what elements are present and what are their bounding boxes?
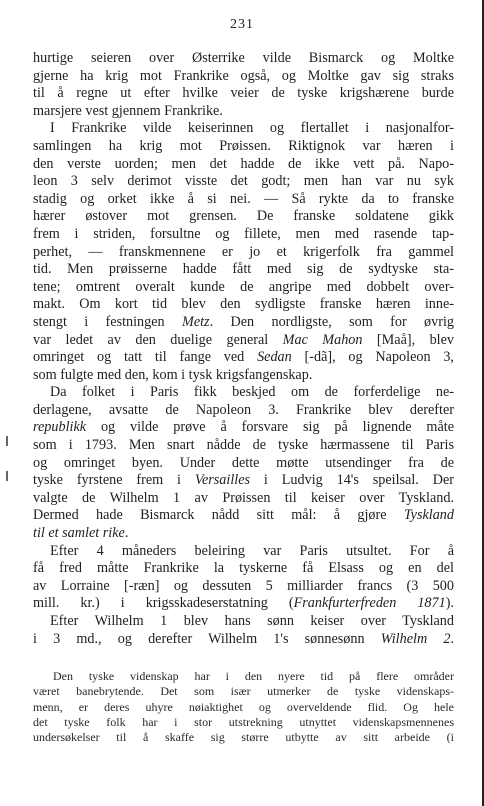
text-line: Dermed hade Bismarck nådd sitt mål: å gjøre Tyskland <box>33 507 454 524</box>
text-line: til å regne ut efter hvilke veier de tyske krigshærene burde <box>33 85 454 102</box>
text-line: stengt i festningen Metz. Den nordligste, som for øvrig <box>33 313 454 330</box>
text-line: perhet, — franskmennene er jo et krigerfolk fra gammel <box>33 243 454 260</box>
scan-mark <box>6 471 8 481</box>
text-line: hurtige seieren over Østerrike vilde Bismarck og Moltke <box>33 50 454 66</box>
text-line: marsjere vest gjennem Frankrike. <box>33 102 223 119</box>
text-line: makt. Om kort tid blev den sydligste franske hæren inne- <box>33 296 454 313</box>
text-line: tene; omtrent overalt kunde de angripe med dobbelt over- <box>33 278 454 295</box>
text-line: derlagene, avsatte de Napoleon 3. Frankrike blev derefter <box>33 401 454 418</box>
text-line: var ledet av den duelige general Mac Mahon [Maå], blev <box>33 331 454 348</box>
page-number: 231 <box>230 17 254 32</box>
text-line: i 3 md., og derefter Wilhelm 1's sønnesønn Wilhelm 2. <box>33 630 454 647</box>
footnote-line: Den tyske videnskap har i den nyere tid på flere områder <box>53 669 454 683</box>
text-line: som i 1793. Men snart nådde de tyske hærmassene til Paris <box>33 437 454 454</box>
text-line: omringet og tatt til fange ved Sedan [-dã], og Napoleon 3, <box>33 349 454 366</box>
text-line: tyske fyrstene frem i Versailles i Ludvig 14's speilsal. Der <box>33 472 454 489</box>
scan-mark <box>6 436 8 446</box>
text-line: som fulgte med den, kom i tysk krigsfangenskap. <box>33 366 313 383</box>
text-line: mill. kr.) i krigsskadeserstatning (Frankfurterfreden 1871). <box>33 595 454 612</box>
text-line: I Frankrike vilde keiserinnen og flertallet i nasjonalfor- <box>50 120 454 137</box>
text-line: Efter 4 måneders beleiring var Paris utsultet. For å <box>50 542 454 559</box>
text-line: få fred måtte Frankrike la tyskerne få Elsass og en del <box>33 560 454 577</box>
text-line: valgte de Wilhelm 1 av Prøissen til keiser over Tyskland. <box>33 489 454 506</box>
text-line: stadig og orket ikke å si nei. — Så rykte da to franske <box>33 190 454 207</box>
text-line: tid. Men prøisserne hadde fått med sig de sydtyske sta- <box>33 261 454 278</box>
text-line: gjerne ha krig mot Frankrike også, og Moltke gav sig straks <box>33 67 454 84</box>
footnote-line: det tyske folk har i stor utstrekning utnyttet videnskapsmennenes <box>33 714 454 729</box>
footnote-line: været banebrytende. Det som især utmerker de tyske videnskaps- <box>33 684 454 699</box>
text-line: av Lorraine [-ræn] og dessuten 5 milliarder francs (3 500 <box>33 577 454 594</box>
text-line: og omringet byen. Under dette møtte utsendinger fra de <box>33 454 454 471</box>
text-line: hærer østover mot grensen. De franske soldatene gikk <box>33 208 454 225</box>
footnote-line: undersøkelser til å skaffe sig større utbytte av sitt arbeide (i <box>33 730 454 745</box>
footnote-line: menn, er deres uhyre nøiaktighet og overveldende flid. Og hele <box>33 699 454 714</box>
text-line: til et samlet rike. <box>33 525 129 542</box>
text-line: frem i striden, forsultne og fillete, men med rasende tap- <box>33 225 454 242</box>
text-line: leon 3 selv derimot visste det godt; men han var nu syk <box>33 173 454 190</box>
text-line: Efter Wilhelm 1 blev hans sønn keiser over Tyskland <box>50 613 454 629</box>
main-text <box>33 50 454 648</box>
text-line: republikk og vilde prøve å forsvare sig på lignende måte <box>33 419 454 436</box>
footnote <box>33 669 454 745</box>
text-line: den verste uorden; men det hadde de ikke vett på. Napo- <box>33 155 454 172</box>
text-line: samlingen ha krig mot Prøissen. Riktignok var hæren i <box>33 137 454 154</box>
text-line: Da folket i Paris fikk beskjed om de forferdelige ne- <box>50 384 454 401</box>
